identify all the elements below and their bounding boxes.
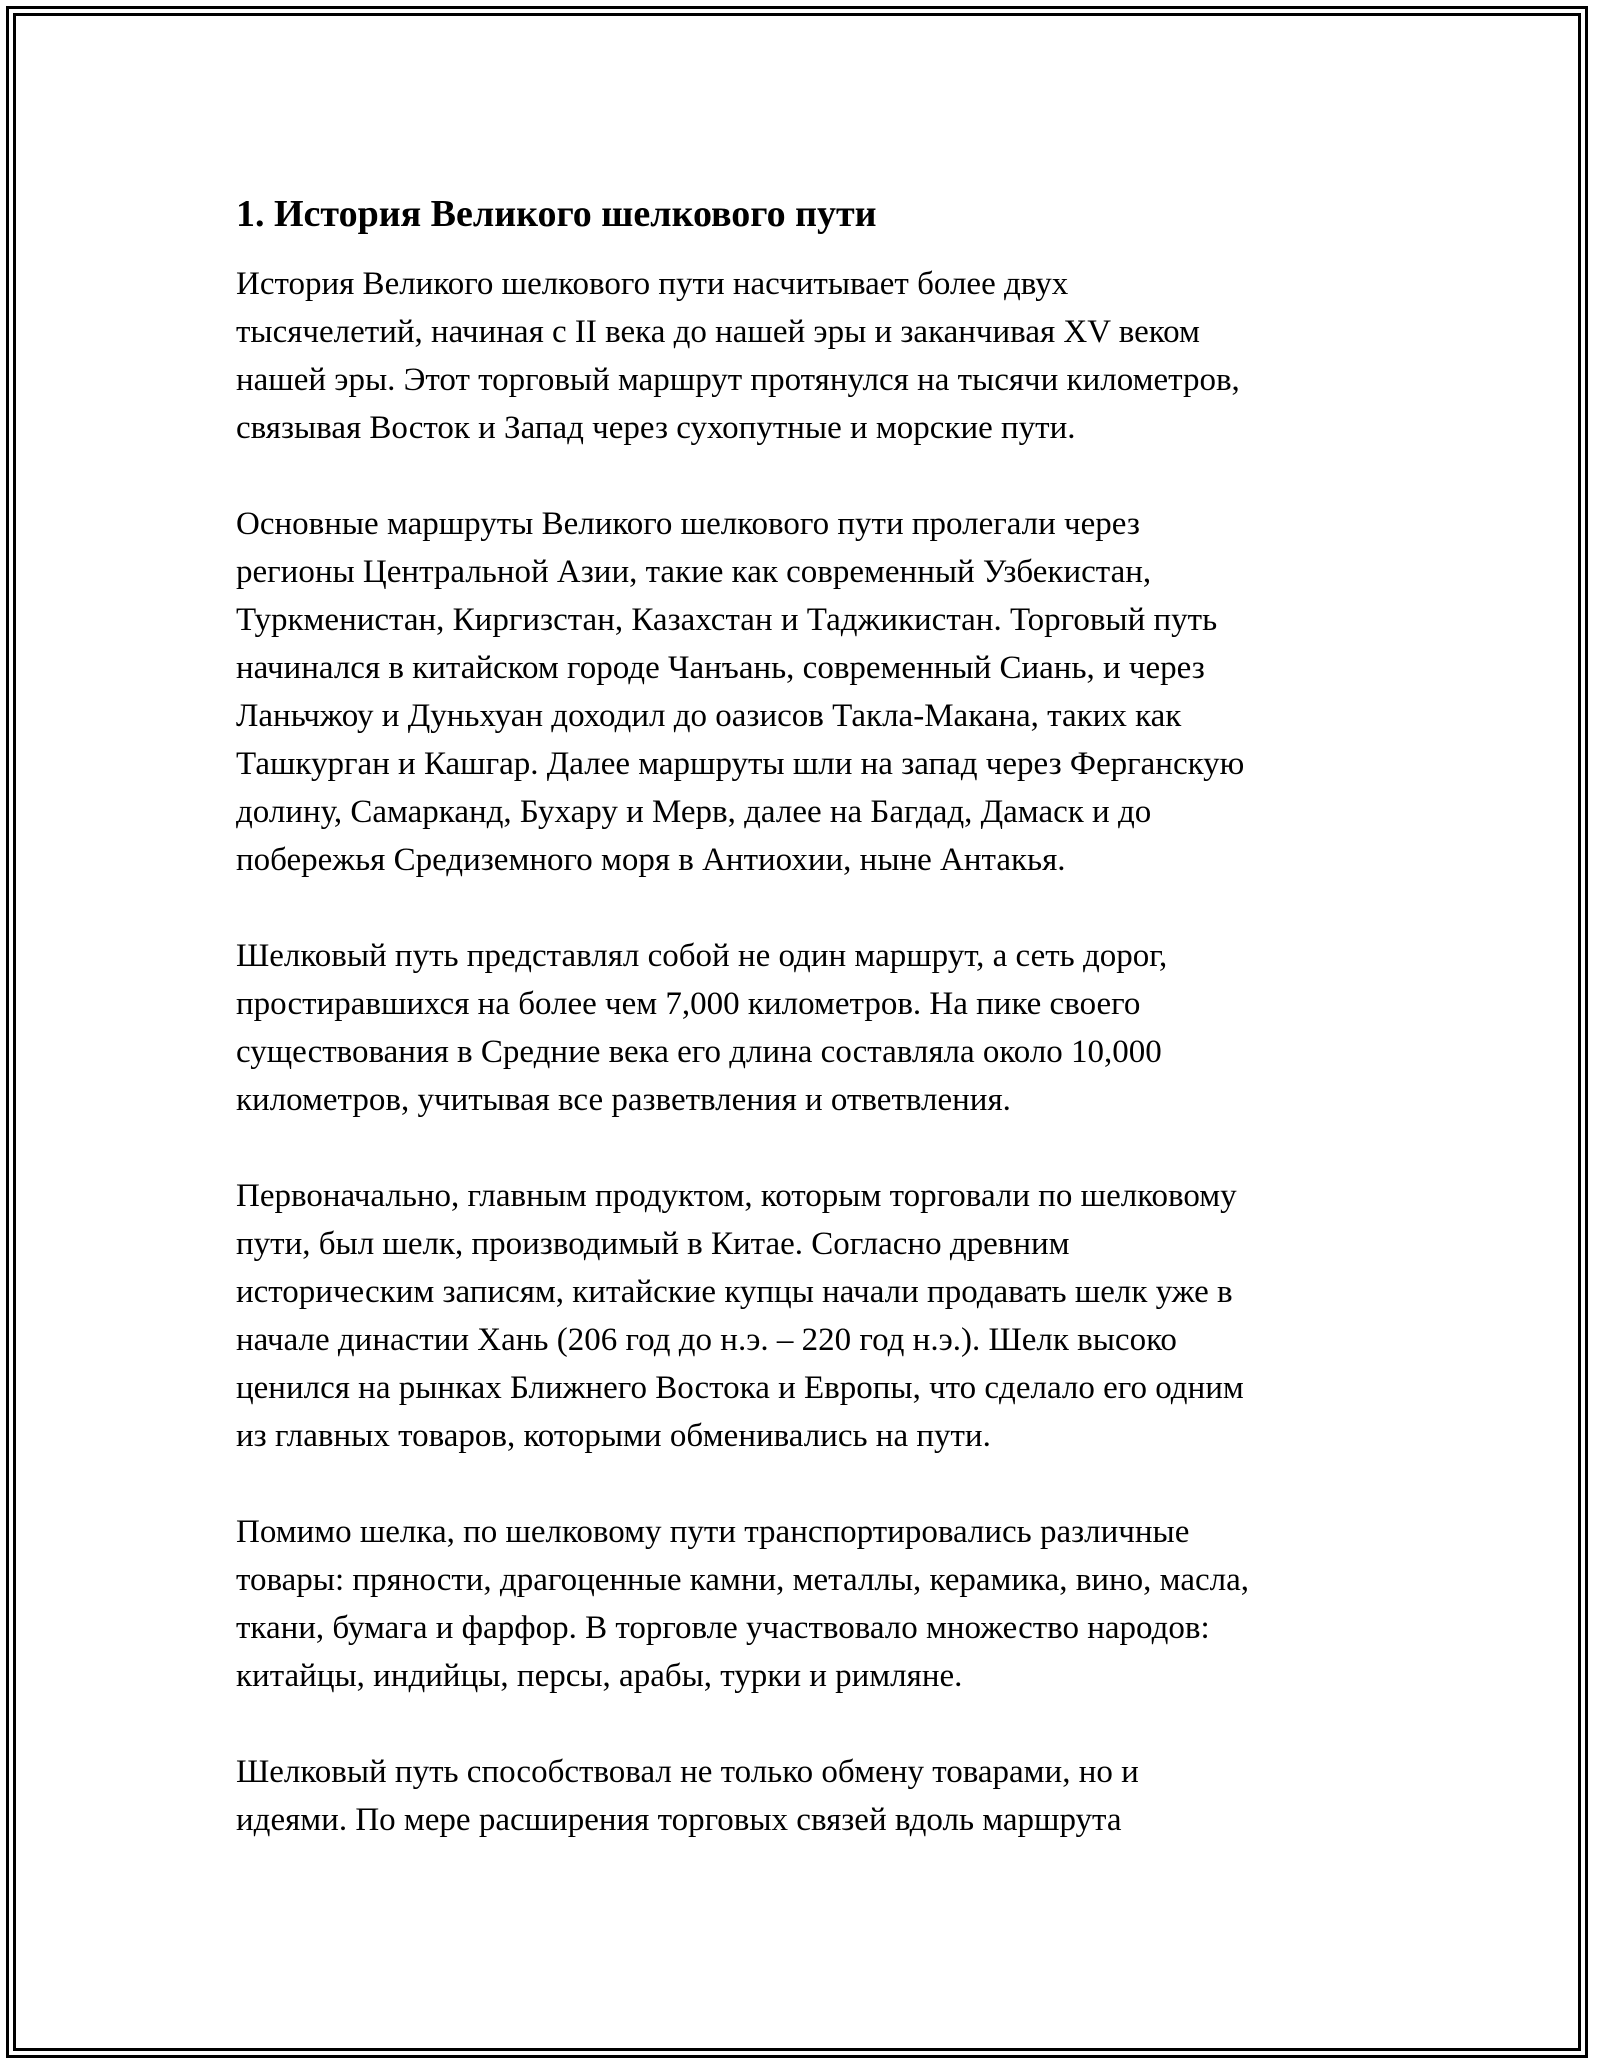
text-line: Основные маршруты Великого шелкового пути пролегали через: [236, 506, 1140, 542]
text-line: ценился на рынках Ближнего Востока и Европы, что сделало его одним: [236, 1370, 1244, 1406]
paragraph-history-intro: [236, 260, 1376, 452]
text-line: Ташкурган и Кашгар. Далее маршруты шли на запад через Ферганскую: [236, 746, 1245, 782]
text-line: регионы Центральной Азии, такие как современный Узбекистан,: [236, 554, 1152, 590]
paragraph-main-routes: [236, 500, 1376, 884]
paragraph-ideas-exchange: [236, 1748, 1376, 1844]
text-line: тысячелетий, начиная с II века до нашей эры и заканчивая XV веком: [236, 314, 1200, 350]
paragraph-road-network: [236, 932, 1376, 1124]
text-line: История Великого шелкового пути насчитывает более двух: [236, 266, 1069, 302]
text-line: начинался в китайском городе Чанъань, современный Сиань, и через: [236, 650, 1205, 686]
text-line: китайцы, индийцы, персы, арабы, турки и римляне.: [236, 1658, 963, 1694]
paragraph-silk-trade: [236, 1172, 1376, 1460]
document-body: [236, 188, 1376, 1892]
text-line: пути, был шелк, производимый в Китае. Согласно древним: [236, 1226, 1070, 1262]
text-line: связывая Восток и Запад через сухопутные и морские пути.: [236, 410, 1076, 446]
text-line: товары: пряности, драгоценные камни, металлы, керамика, вино, масла,: [236, 1562, 1249, 1598]
text-line: нашей эры. Этот торговый маршрут протянулся на тысячи километров,: [236, 362, 1240, 398]
paragraph-other-goods: [236, 1508, 1376, 1700]
text-line: существования в Средние века его длина составляла около 10,000: [236, 1034, 1162, 1070]
text-line: из главных товаров, которыми обменивались на пути.: [236, 1418, 991, 1454]
text-line: начале династии Хань (206 год до н.э. – 220 год н.э.). Шелк высоко: [236, 1322, 1177, 1358]
text-line: километров, учитывая все разветвления и ответвления.: [236, 1082, 1011, 1118]
text-line: ткани, бумага и фарфор. В торговле участвовало множество народов:: [236, 1610, 1210, 1646]
text-line: долину, Самарканд, Бухару и Мерв, далее на Багдад, Дамаск и до: [236, 794, 1152, 830]
text-line: Помимо шелка, по шелковому пути транспортировались различные: [236, 1514, 1190, 1550]
text-line: побережья Средиземного моря в Антиохии, ныне Антакья.: [236, 842, 1066, 878]
text-line: идеями. По мере расширения торговых связей вдоль маршрута: [236, 1802, 1122, 1838]
text-line: Ланьчжоу и Дуньхуан доходил до оазисов Такла-Макана, таких как: [236, 698, 1182, 734]
text-line: Шелковый путь способствовал не только обмену товарами, но и: [236, 1754, 1139, 1790]
text-line: Первоначально, главным продуктом, которым торговали по шелковому: [236, 1178, 1237, 1214]
text-line: простиравшихся на более чем 7,000 километров. На пике своего: [236, 986, 1141, 1022]
text-line: историческим записям, китайские купцы начали продавать шелк уже в: [236, 1274, 1233, 1310]
section-heading: 1. История Великого шелкового пути: [236, 193, 877, 235]
text-line: Туркменистан, Киргизстан, Казахстан и Таджикистан. Торговый путь: [236, 602, 1218, 638]
text-line: Шелковый путь представлял собой не один маршрут, а сеть дорог,: [236, 938, 1168, 974]
